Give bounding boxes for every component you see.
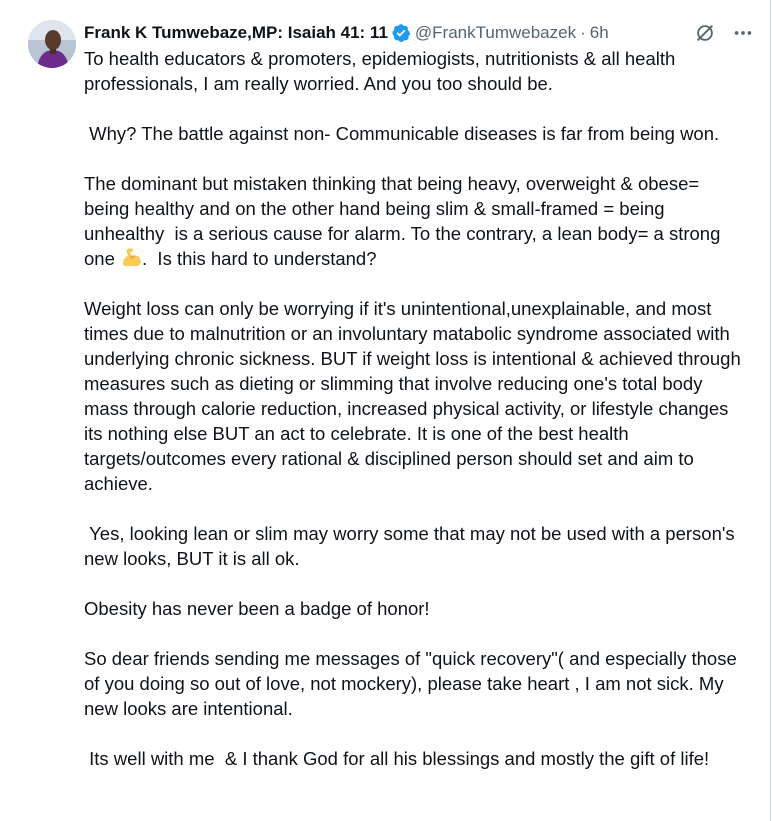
header-actions bbox=[692, 21, 756, 45]
avatar-image bbox=[28, 20, 76, 68]
tweet-paragraph-3 bbox=[84, 171, 744, 271]
tweet-paragraph-6: Obesity has never been a badge of honor! bbox=[84, 598, 430, 619]
tweet-paragraph-8: Its well with me & I thank God for all his blessings and mostly the gift of life! bbox=[84, 748, 710, 769]
tweet-paragraph-1: To health educators & promoters, epidemiogists, nutritionists & all health professionals, I am really worried. And you too should be. bbox=[84, 48, 681, 94]
separator-dot: · bbox=[580, 23, 586, 42]
more-options-icon[interactable] bbox=[730, 21, 756, 45]
avatar[interactable] bbox=[28, 20, 76, 68]
grok-icon[interactable] bbox=[692, 21, 718, 45]
tweet-header bbox=[84, 21, 756, 45]
user-handle[interactable]: @FrankTumwebazek bbox=[414, 23, 577, 42]
tweet-paragraph-3-tail: . Is this hard to understand? bbox=[142, 248, 377, 269]
tweet-paragraph-4: Weight loss can only be worrying if it's unintentional,unexplainable, and most times due to malnutrition or an involuntary matabolic syndrome associated with underlying chronic sickness. BUT if weight loss is intentional & achieved through measures such as dieting or slimming that involve reducing one's total body mass through calorie reduction, increased physical activity, or lifestyle changes its nothing else BUT an act to celebrate. It is one of the best health targets/outcomes every rational & disciplined person should set and aim to achieve. bbox=[84, 298, 746, 494]
display-name[interactable]: Frank K Tumwebaze,MP: Isaiah 41: 11 bbox=[84, 23, 388, 42]
tweet-paragraph-5: Yes, looking lean or slim may worry some that may not be used with a person's new looks, BUT it is all ok. bbox=[84, 523, 740, 569]
grok-icon-glyph bbox=[694, 22, 716, 44]
more-dots-glyph bbox=[732, 22, 754, 44]
flexed-biceps-icon bbox=[120, 246, 142, 268]
verified-badge-icon bbox=[391, 23, 411, 43]
tweet-body bbox=[84, 46, 744, 771]
tweet-paragraph-7: So dear friends sending me messages of "quick recovery"( and especially those of you doing so out of love, not mockery), please take heart , I am not sick. My new looks are intentional. bbox=[84, 648, 742, 719]
tweet-paragraph-3-text: The dominant but mistaken thinking that being heavy, overweight & obese= being healthy and on the other hand being slim & small-framed = being unhealthy is a serious cause for alarm. To the contrary, a lean body= a strong one bbox=[84, 173, 726, 269]
tweet-paragraph-2: Why? The battle against non- Communicable diseases is far from being won. bbox=[84, 123, 720, 144]
timestamp[interactable]: 6h bbox=[589, 23, 609, 42]
